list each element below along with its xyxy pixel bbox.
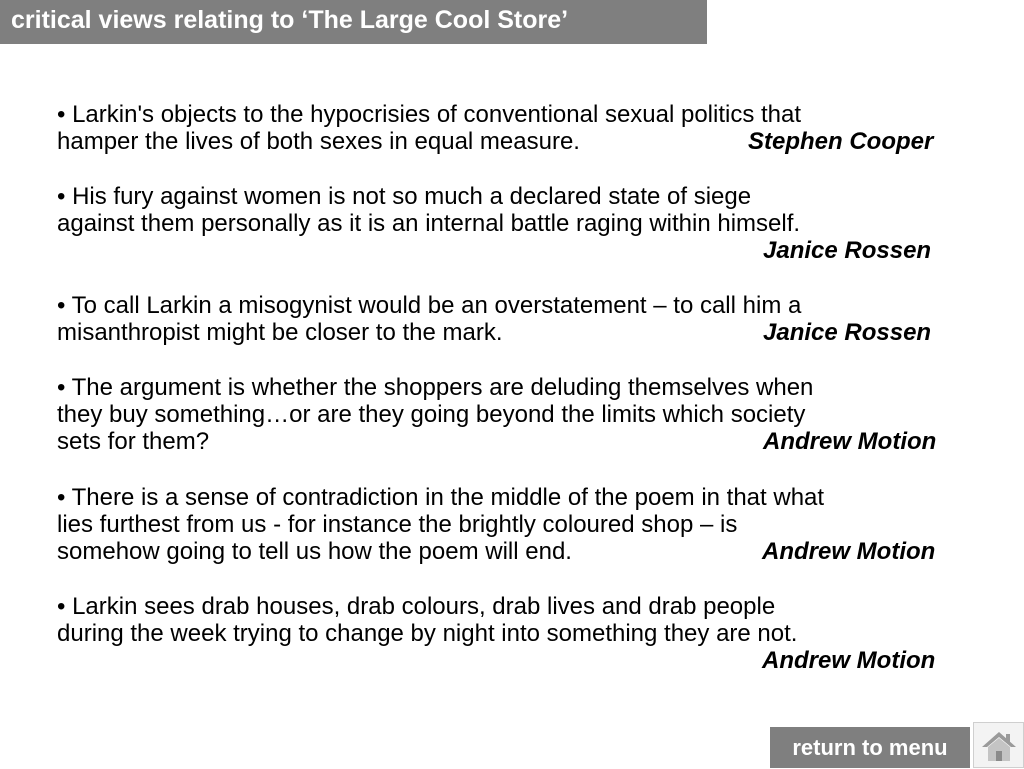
quote-line: • There is a sense of contradiction in the middle of the poem in that what [57, 484, 825, 511]
quote-item [57, 374, 969, 455]
quote-author: Janice Rossen [763, 237, 932, 264]
quote-author: Janice Rossen [763, 319, 932, 346]
quote-line: • To call Larkin a misogynist would be an overstatement – to call him a [57, 292, 802, 319]
quote-line: hamper the lives of both sexes in equal measure. Stephen Cooper [57, 128, 934, 155]
quote-line: • Larkin sees drab houses, drab colours, drab lives and drab people [57, 593, 776, 620]
quote-line: • His fury against women is not so much a declared state of siege [57, 183, 752, 210]
quote-line: misanthropist might be closer to the mark. Janice Rossen [57, 319, 932, 346]
page-title: critical views relating to ‘The Large Cool Store’ [0, 0, 707, 44]
quote-item [57, 593, 969, 674]
quote-author: Stephen Cooper [748, 128, 934, 155]
quote-line [57, 237, 969, 264]
quote-item [57, 183, 969, 264]
quote-item [57, 484, 969, 565]
quote-item [57, 101, 969, 155]
house-icon [980, 729, 1018, 763]
quote-line: during the week trying to change by night into something they are not. [57, 620, 798, 647]
quote-item [57, 292, 969, 346]
quote-author: Andrew Motion [762, 538, 936, 565]
quote-line: • The argument is whether the shoppers are deluding themselves when [57, 374, 814, 401]
quote-line: • Larkin's objects to the hypocrisies of conventional sexual politics that [57, 101, 802, 128]
home-button[interactable] [973, 722, 1024, 768]
quote-author: Andrew Motion [762, 647, 936, 674]
quote-line [57, 647, 969, 674]
return-to-menu-button[interactable]: return to menu [770, 727, 970, 768]
quote-line: lies furthest from us - for instance the brightly coloured shop – is [57, 511, 738, 538]
quote-author: Andrew Motion [763, 428, 937, 455]
quote-line: against them personally as it is an internal battle raging within himself. [57, 210, 801, 237]
quote-line: sets for them? Andrew Motion [57, 428, 937, 455]
quote-line: they buy something…or are they going beyond the limits which society [57, 401, 806, 428]
quote-line: somehow going to tell us how the poem will end. Andrew Motion [57, 538, 936, 565]
